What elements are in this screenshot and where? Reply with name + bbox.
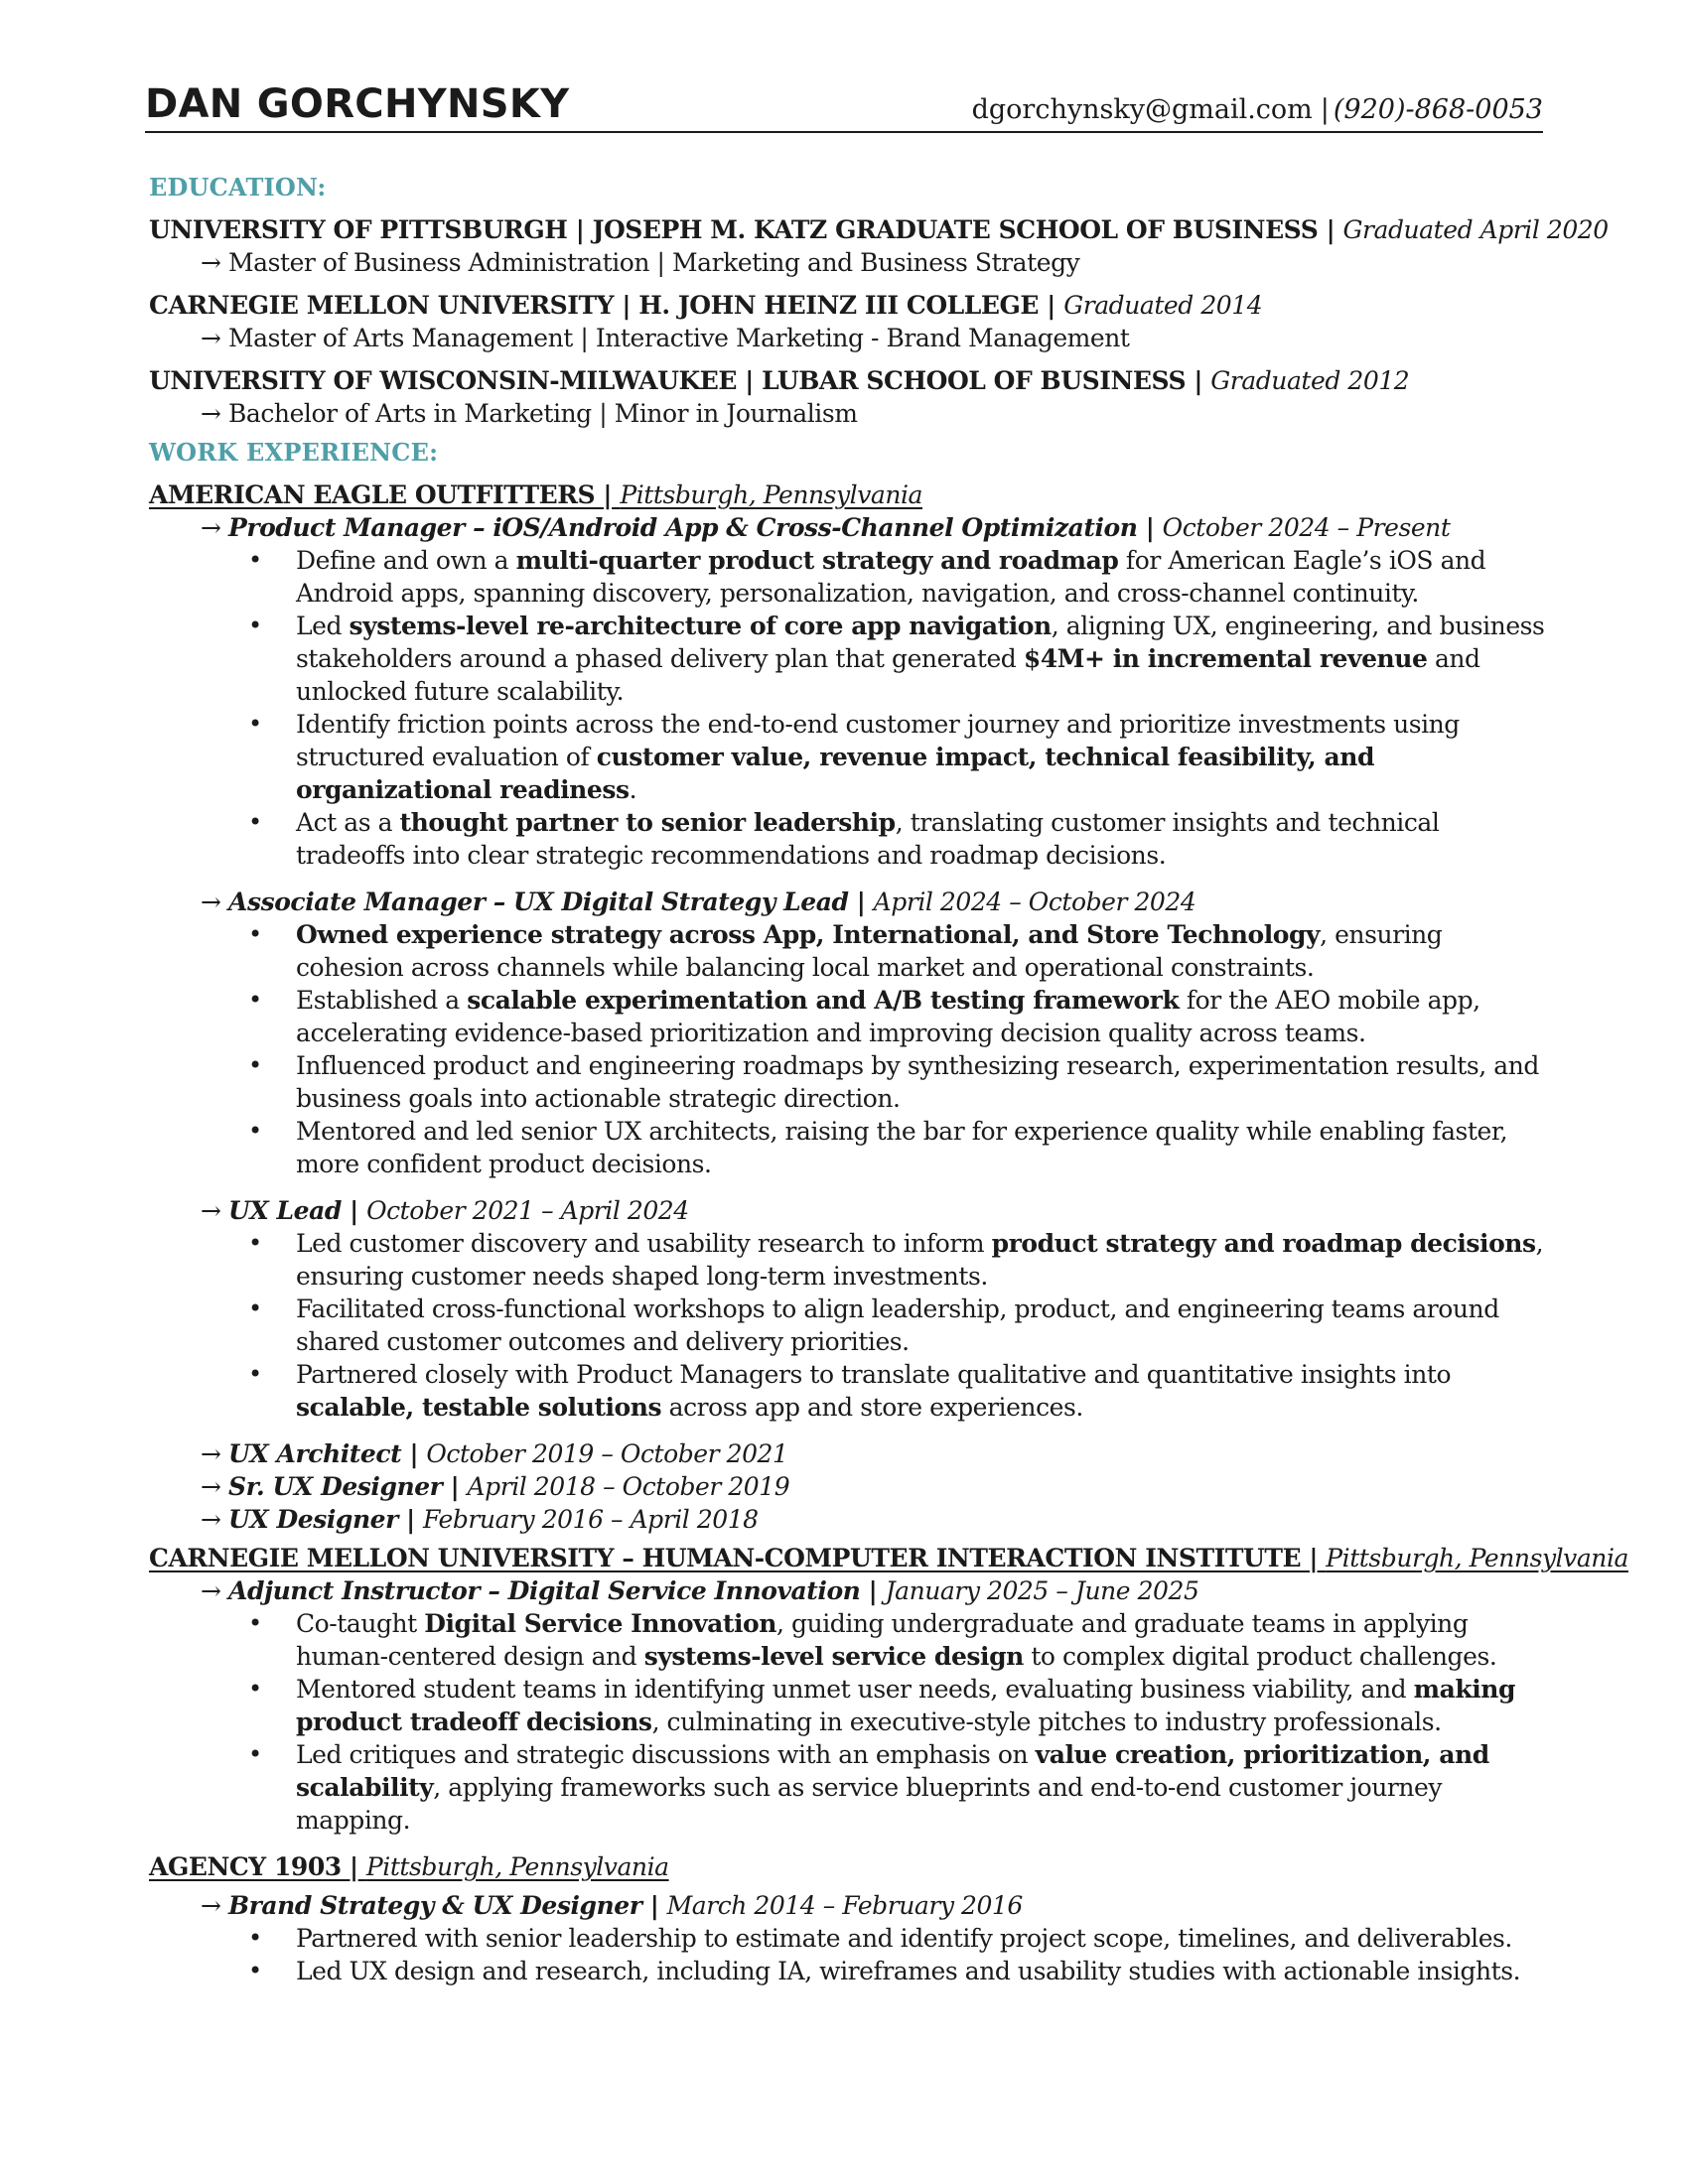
institution-name: UNIVERSITY OF WISCONSIN-MILWAUKEE | LUBAR SCHOOL OF BUSINESS | [149, 366, 1203, 395]
work-experience-heading: WORK EXPERIENCE: [149, 438, 439, 467]
bullet-item: • Owned experience strategy across App, International, and Store Technology, ensuring cohesion across channels while balancing local market and operational constraints. [296, 918, 1549, 984]
degree-line: → Master of Arts Management | Interactive Marketing - Brand Management [201, 324, 1130, 352]
bullet-item: • Partnered closely with Product Managers to translate qualitative and quantitative insights into scalable, testable solutions across app and store experiences. [296, 1358, 1549, 1424]
degree-line: → Bachelor of Arts in Marketing | Minor in Journalism [201, 399, 858, 428]
job-title: → Adjunct Instructor – Digital Service Innovation | January 2025 – June 2025 [201, 1576, 1199, 1605]
bullet-item: • Influenced product and engineering roadmaps by synthesizing research, experimentation results, and business goals into actionable strategic direction. [296, 1049, 1549, 1115]
resume-body [0, 171, 1688, 1987]
job-bullets [0, 1607, 1688, 1837]
employer-american-eagle: AMERICAN EAGLE OUTFITTERS | Pittsburgh, Pennsylvania [149, 480, 922, 509]
phone-number[interactable]: (920)-868-0053 [1333, 94, 1543, 125]
job-title: → Sr. UX Designer | April 2018 – October 2019 [201, 1472, 790, 1501]
bullet-item: • Mentored student teams in identifying unmet user needs, evaluating business viability, and making product tradeoff decisions, culminating in executive-style pitches to industry professionals. [296, 1673, 1549, 1738]
job-title: → UX Designer | February 2016 – April 2018 [201, 1505, 759, 1534]
job-dates: April 2018 – October 2019 [467, 1472, 790, 1501]
bullet-item: • Identify friction points across the end-to-end customer journey and prioritize investments using structured evaluation of customer value, revenue impact, technical feasibility, and organizational readiness. [296, 708, 1549, 806]
bullet-item: • Established a scalable experimentation and A/B testing framework for the AEO mobile app, accelerating evidence-based prioritization and improving decision quality across teams. [296, 984, 1549, 1049]
job-dates: March 2014 – February 2016 [666, 1891, 1023, 1920]
arrow-icon: → [201, 1196, 228, 1225]
arrow-icon: → [201, 1505, 228, 1534]
job-title: → Product Manager – iOS/Android App & Cross-Channel Optimization | October 2024 – Present [201, 513, 1451, 542]
graduation-date: Graduated April 2020 [1342, 215, 1609, 244]
degree-line: → Master of Business Administration | Marketing and Business Strategy [201, 248, 1080, 277]
employer-agency-1903: AGENCY 1903 | Pittsburgh, Pennsylvania [149, 1852, 669, 1881]
job-title: → Brand Strategy & UX Designer | March 2014 – February 2016 [201, 1891, 1023, 1920]
job-title: → UX Lead | October 2021 – April 2024 [201, 1196, 689, 1225]
bullet-item: • Led UX design and research, including IA, wireframes and usability studies with actionable insights. [296, 1955, 1549, 1987]
employer-location: Pittsburgh, Pennsylvania [1326, 1544, 1628, 1572]
job-dates: October 2019 – October 2021 [426, 1439, 788, 1468]
institution-name: UNIVERSITY OF PITTSBURGH | JOSEPH M. KATZ GRADUATE SCHOOL OF BUSINESS | [149, 215, 1336, 244]
contact-separator: | [1320, 94, 1330, 125]
arrow-icon: → [201, 1576, 228, 1605]
arrow-icon: → [201, 887, 228, 916]
job-bullets [0, 1922, 1688, 1987]
institution-name: CARNEGIE MELLON UNIVERSITY | H. JOHN HEINZ III COLLEGE | [149, 291, 1055, 320]
graduation-date: Graduated 2012 [1210, 366, 1410, 395]
education-entry [149, 364, 1688, 430]
job-dates: October 2024 – Present [1162, 513, 1451, 542]
bullet-item: • Act as a thought partner to senior leadership, translating customer insights and technical tradeoffs into clear strategic recommendations and roadmap decisions. [296, 806, 1549, 872]
contact-info [972, 94, 1543, 125]
bullet-item: • Led systems-level re-architecture of core app navigation, aligning UX, engineering, and business stakeholders around a phased delivery plan that generated $4M+ in incremental revenue and unlocked future scalability. [296, 610, 1549, 708]
arrow-icon: → [201, 1891, 228, 1920]
employer-location: Pittsburgh, Pennsylvania [365, 1852, 669, 1881]
employer-carnegie-mellon: CARNEGIE MELLON UNIVERSITY – HUMAN-COMPUTER INTERACTION INSTITUTE | Pittsburgh, Pennsylvania [149, 1544, 1628, 1572]
bullet-item: • Define and own a multi-quarter product strategy and roadmap for American Eagle’s iOS and Android apps, spanning discovery, personalization, navigation, and cross-channel continuity. [296, 544, 1549, 610]
job-dates: January 2025 – June 2025 [885, 1576, 1199, 1605]
resume-header [145, 75, 1543, 133]
bullet-item: • Partnered with senior leadership to estimate and identify project scope, timelines, and deliverables. [296, 1922, 1549, 1955]
job-bullets [0, 1227, 1688, 1424]
job-bullets [0, 544, 1688, 872]
job-dates: April 2024 – October 2024 [873, 887, 1196, 916]
bullet-item: • Facilitated cross-functional workshops to align leadership, product, and engineering teams around shared customer outcomes and delivery priorities. [296, 1293, 1549, 1358]
job-title: → UX Architect | October 2019 – October 2021 [201, 1439, 788, 1468]
bullet-item: • Co-taught Digital Service Innovation, guiding undergraduate and graduate teams in applying human-centered design and systems-level service design to complex digital product challenges. [296, 1607, 1549, 1673]
arrow-icon: → [201, 1472, 228, 1501]
candidate-name: DAN GORCHYNSKY [145, 81, 570, 127]
arrow-icon: → [201, 1439, 228, 1468]
employer-location: Pittsburgh, Pennsylvania [620, 480, 922, 509]
bullet-item: • Led customer discovery and usability research to inform product strategy and roadmap decisions, ensuring customer needs shaped long-term investments. [296, 1227, 1549, 1293]
graduation-date: Graduated 2014 [1063, 291, 1263, 320]
bullet-item: • Mentored and led senior UX architects, raising the bar for experience quality while enabling faster, more confident product decisions. [296, 1115, 1549, 1180]
education-entry [149, 289, 1688, 354]
job-bullets [0, 918, 1688, 1180]
education-entry [149, 213, 1688, 279]
arrow-icon: → [201, 513, 228, 542]
bullet-item: • Led critiques and strategic discussions with an emphasis on value creation, prioritization, and scalability, applying frameworks such as service blueprints and end-to-end customer journey mapping. [296, 1738, 1549, 1837]
job-dates: February 2016 – April 2018 [423, 1505, 759, 1534]
email-link[interactable]: dgorchynsky@gmail.com [971, 94, 1313, 125]
job-dates: October 2021 – April 2024 [366, 1196, 689, 1225]
education-heading: EDUCATION: [149, 173, 327, 202]
job-title: → Associate Manager – UX Digital Strategy Lead | April 2024 – October 2024 [201, 887, 1196, 916]
